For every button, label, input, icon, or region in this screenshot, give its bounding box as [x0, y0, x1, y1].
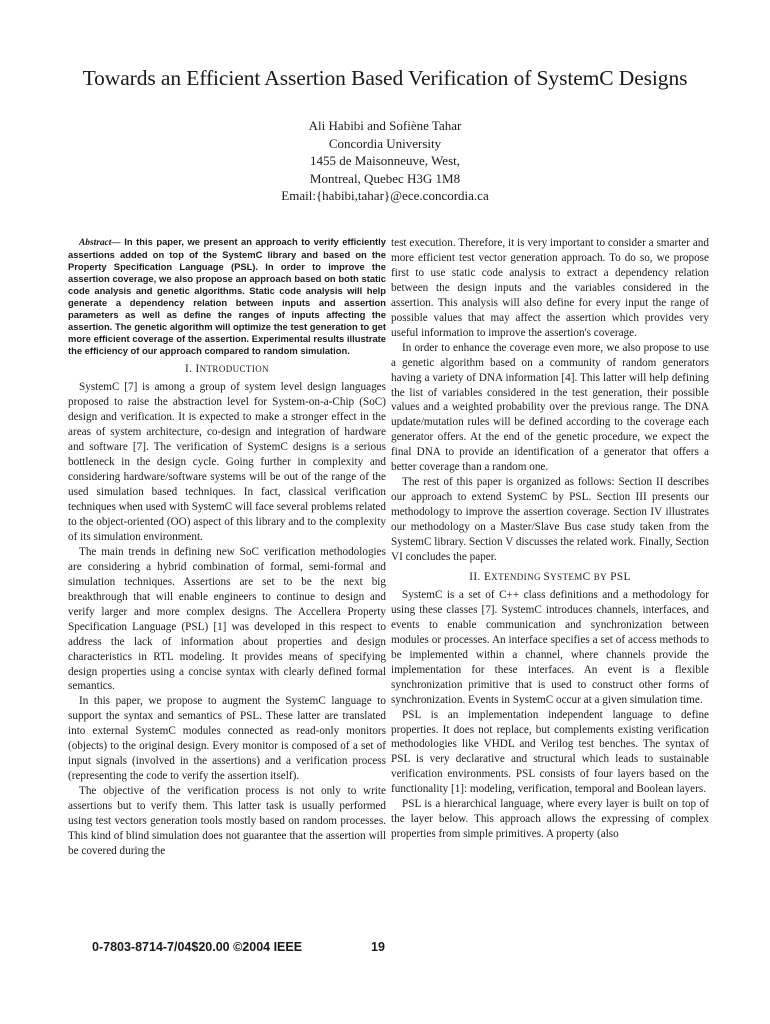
address-line-1: 1455 de Maisonneuve, West, [310, 153, 460, 168]
address-line-2: Montreal, Quebec H3G 1M8 [309, 170, 461, 186]
section-title-part: S [543, 570, 551, 583]
section-title-part: PSL [607, 570, 631, 583]
section-initial: I [195, 363, 200, 376]
affiliation: Concordia University [328, 135, 442, 151]
author-names: Ali Habibi and Sofiène Tahar [308, 118, 462, 133]
abstract-text: In this paper, we present an approach to verify efficiently assertions added on top of the SystemC library and based on the Property Specification Language (PSL). In order to improve the assertion coverage, we also propose an approach based on both static code analysis and genetic algorithms. Static code analysis will help generate a dependency relation between inputs and assertion parameters as well as define the ranges of inputs affecting the assertion. The genetic algorithm will optimize the test generation to get more efficient coverage of the assertion. Experimental results illustrate the efficiency of our approach compared to random simulation. [68, 236, 386, 357]
section-initial: E [483, 570, 492, 583]
section-title-part: XTENDING [491, 571, 544, 582]
section2-paragraph-1: SystemC is a set of C++ class definitions and a methodology for using these classes [7]. SystemC introduces channels, interfaces, and events to enable communication and synchronization between modules or processes. An interface specifies a set of access methods to be implemented within a channel, where channels provide the implementation for these interfaces. An event is a flexible synchronization primitive that is used to construct other forms of synchronization. Events in SystemC occur at a given simulation time. [391, 588, 709, 706]
section-title-part: C [582, 570, 594, 583]
section-title-part: BY [593, 571, 608, 582]
section-title-part: YSTEM [550, 571, 583, 582]
intro-paragraph-3: In this paper, we propose to augment the SystemC language to support the syntax and semantics of PSL. These latter are translated into external SystemC modules connected as read-only monitors (objects) to the original design. Every monitor is composed of a set of input signals (involved in the assertions) and a verification process (representing the code to verify the assertion itself). [68, 695, 386, 783]
section-title-rest: NTRODUCTION [199, 364, 270, 375]
author-block [0, 117, 770, 205]
section2-paragraph-2: PSL is an implementation independent language to define properties. It does not replace, but complements existing verification methodologies like VHDL and Verilog test benches. The syntax of PSL is very declarative and structural which leads to sustainable verification environments. PSL consists of four layers based on the functionality [1]: modeling, verification, temporal and Boolean layers. [391, 708, 709, 796]
section-number: I. [184, 363, 196, 376]
section2-paragraph-3: PSL is a hierarchical language, where every layer is built on top of the layer below. This approach allows the expressing of complex properties from simple primitives. A property (also [391, 798, 709, 841]
intro-paragraph-4: The objective of the verification process is not only to write assertions but to verify them. This latter task is usually performed using test vectors generation tools mostly based on random processes. This kind of blind simulation does not guarantee that the assertion will be covered during the [68, 785, 386, 857]
left-column [68, 236, 386, 859]
intro-paragraph-5: test execution. Therefore, it is very important to consider a smarter and more efficient test vector generation approach. To do so, we propose first to use static code analysis to extract a dependency relation between the design inputs and the variables considered in the assertion. This analysis will also define for every input the range of possible values that may affect the assertion which provides very useful information to improve the assertion's coverage. [391, 237, 709, 339]
section-heading-introduction [68, 362, 386, 377]
section-number: II. [469, 570, 484, 583]
page-number: 19 [371, 940, 385, 954]
author-email: Email:{habibi,tahar}@ece.concordia.ca [281, 188, 489, 203]
intro-paragraph-1: SystemC [7] is among a group of system level design languages proposed to raise the abstraction level for System-on-a-Chip (SoC) design and verification. It is expected to make a stronger effect in the areas of system architecture, co-design and integration of hardware and software [7]. The verification of SystemC designs is a serious bottleneck in the design cycle. Going further in complexity and considering hardware/software systems will be out of the range of the used simulation based techniques. In fact, classical verification techniques when used with SystemC will face several problems related to the object-oriented (OO) aspect of this library and to the complexity of its simulation environment. [68, 381, 386, 543]
abstract [68, 236, 386, 357]
copyright-notice: 0-7803-8714-7/04$20.00 ©2004 IEEE [92, 940, 303, 954]
section-heading-extending-systemc [391, 570, 709, 585]
intro-paragraph-6: In order to enhance the coverage even more, we also propose to use a genetic algorithm based on a community of random generators having a variety of DNA information [4]. This latter will help defining the list of variables considered in the test generation, their possible values and a weighted probability over the previous range. The DNA update/mutation rules will be defined according to the coverage each generator offers. At the end of the genetic procedure, we expect the final DNA to provide an identification of a generator that offers a better coverage than a random one. [391, 341, 709, 474]
right-column [391, 236, 709, 842]
paper-title: Towards an Efficient Assertion Based Verification of SystemC Designs [82, 66, 688, 90]
intro-paragraph-2: The main trends in defining new SoC verification methodologies are considering a hybrid combination of formal, semi-formal and simulation techniques. Assertions are set to be the next big breakthrough that will enable engineers to continue to design and verify larger and more complex designs. The Accellera Property Specification Language (PSL) [1] was developed in this respect to address the lack of information about properties and design characteristics in RTL modeling. It provides means of specifying design properties using a concise syntax with clearly defined formal semantics. [68, 545, 386, 693]
abstract-label: Abstract— [79, 238, 121, 248]
intro-paragraph-7: The rest of this paper is organized as follows: Section II describes our approach to extend SystemC by PSL. Section III presents our methodology to improve the assertion coverage. Section IV illustrates our methodology on a Master/Slave Bus case study taken from the SystemC library. Section V discusses the related work. Finally, Section VI concludes the paper. [391, 476, 709, 564]
